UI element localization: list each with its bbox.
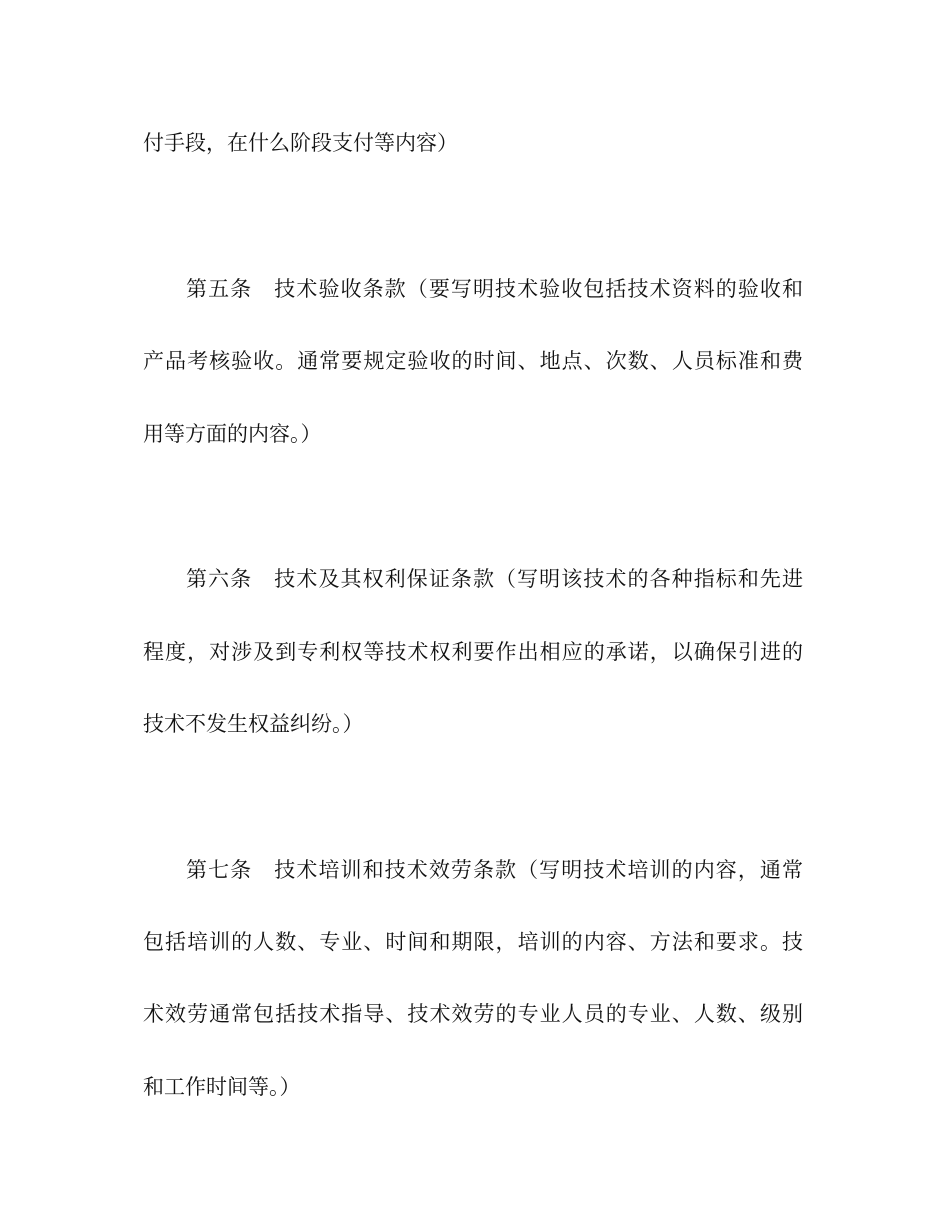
article5-line-2: 产品考核验收。通常要规定验收的时间、地点、次数、人员标准和费: [143, 349, 803, 373]
intro-line-1: 付手段，在什么阶段支付等内容）: [143, 131, 458, 155]
article5-line-3: 用等方面的内容。）: [143, 422, 322, 446]
article7-line-4: 和工作时间等。）: [143, 1075, 301, 1099]
article7-line-2: 包括培训的人数、专业、时间和期限，培训的内容、方法和要求。技: [143, 930, 803, 954]
article7-line-1: 第七条 技术培训和技术效劳条款（写明技术培训的内容，通常: [186, 858, 803, 882]
article6-line-2: 程度，对涉及到专利权等技术权利要作出相应的承诺，以确保引进的: [143, 640, 803, 664]
article7-line-3: 术效劳通常包括技术指导、技术效劳的专业人员的专业、人数、级别: [143, 1002, 803, 1026]
article5-line-1: 第五条 技术验收条款（要写明技术验收包括技术资料的验收和: [186, 277, 803, 301]
article6-line-3: 技术不发生权益纠纷。）: [143, 712, 364, 736]
article6-line-1: 第六条 技术及其权利保证条款（写明该技术的各种指标和先进: [186, 567, 803, 591]
